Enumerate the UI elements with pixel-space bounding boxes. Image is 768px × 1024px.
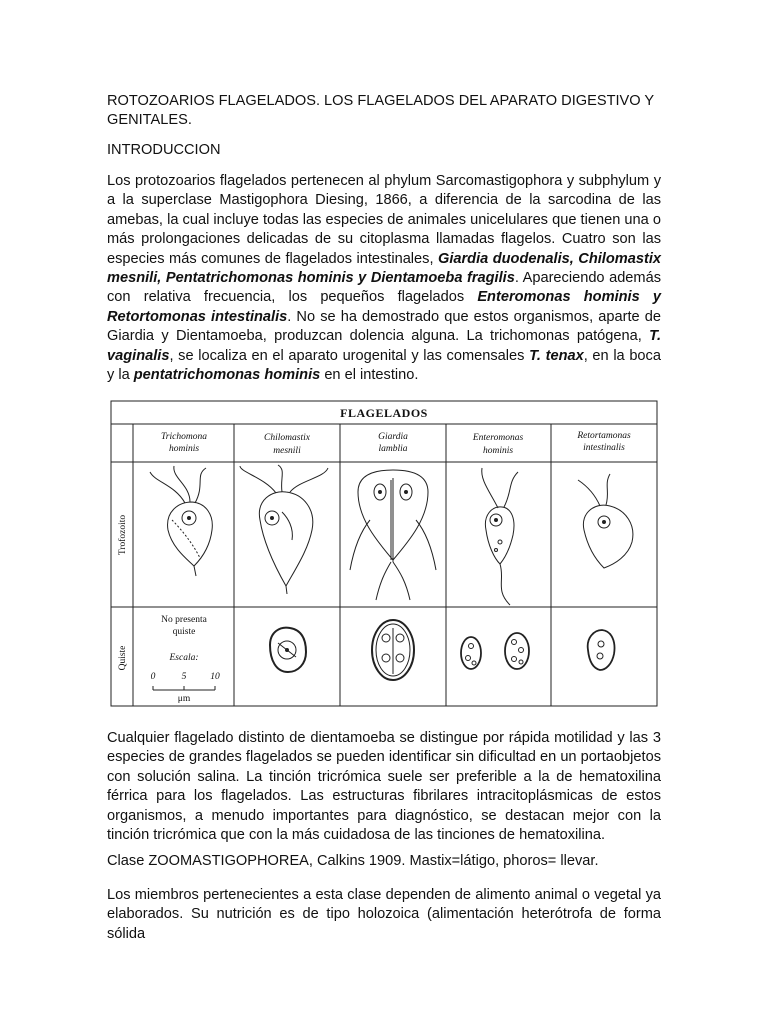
col-head-chilomastix-2: mesnili — [273, 446, 301, 456]
clase-zoomastigophorea-line: Clase ZOOMASTIGOPHOREA, Calkins 1909. Mastix=látigo, phoros= llevar. — [107, 853, 599, 869]
col-head-giardia-1: Giardia — [378, 432, 408, 442]
retortamonas-trophozoite-illustration — [578, 474, 633, 568]
enteromonas-cyst-2-illustration — [505, 633, 529, 669]
document-title: ROTOZOARIOS FLAGELADOS. LOS FLAGELADOS DEL APARATO DIGESTIVO Y GENITALES. — [107, 93, 654, 129]
t-tenax-bold: T. tenax — [529, 347, 584, 364]
scale-bar — [153, 686, 215, 690]
col-head-enteromonas-2: hominis — [482, 446, 514, 456]
scale-unit: μm — [177, 694, 191, 704]
paragraph-motilidad: Cualquier flagelado distinto de dientamoeba se distingue por rápida motilidad y las 3 especies de grandes flagelados se pueden identificar sin dificultad en un portaobjetos con solución salina. La tinción tricrómica suele ser preferible a la de hematoxilina férrica para los flagelados. Las estructuras fibrilares intracitoplásmicas de estos organismos, a menudo importantes para diagnóstico, se destacan mejor con la tinción tricrómica que con la más cuidadosa de las tinciones de hematoxilina. — [107, 730, 661, 844]
row-label-trofozoito: Trofozoito — [118, 514, 128, 556]
giardia-trophozoite-illustration — [350, 470, 436, 600]
small-flagellates-bold: Enteromonas hominis y Retortomonas intestinalis — [107, 289, 661, 325]
flagelados-figure — [110, 400, 658, 710]
col-head-trichomona-2: hominis — [168, 444, 200, 454]
giardia-cyst-illustration — [372, 620, 414, 680]
retortamonas-cyst-illustration — [588, 630, 615, 670]
col-head-trichomona-1: Trichomona — [161, 432, 207, 442]
col-head-enteromonas-1: Enteromonas — [472, 433, 524, 443]
scale-tick-0: 0 — [150, 672, 156, 682]
section-heading-introduccion: INTRODUCCION — [107, 142, 221, 158]
figure-title: FLAGELADOS — [340, 406, 428, 420]
flagelados-table-svg — [110, 400, 658, 710]
row-label-quiste: Quiste — [118, 645, 128, 671]
paragraph-nutricion: Los miembros pertenecientes a esta clase dependen de alimento animal o vegetal ya elaborados. Su nutrición es de tipo holozoica (alimentación heterótrofa de forma sólida — [107, 887, 661, 942]
chilomastix-cyst-illustration — [270, 628, 306, 672]
col-head-retortamonas-1: Retortamonas — [577, 431, 631, 441]
col-head-retortamonas-2: intestinalis — [583, 443, 625, 453]
col-head-giardia-2: lamblia — [378, 444, 408, 454]
intro-paragraph: Los protozoarios flagelados pertenecen al phylum Sarcomastigophora y subphylum y a la superclase Mastigophora Diesing, 1866, a diferencia de la sarcodina de las amebas, la cual incluye todas las especies de animales unicelulares que tienen una o más prolongaciones delicadas de su citoplasma llamadas flagelos. Cuatro son las especies más comunes de flagelados intestinales, Giardia duodenalis, Chilomastix mesnili, Pentatrichomonas hominis y Dientamoeba fragilis. Apareciendo además con relativa frecuencia, los pequeños flagelados Enteromonas hominis y Retortomonas intestinalis. No se ha demostrado que estos organismos, aparte de Giardia y Dientamoeba, produzcan dolencia alguna. La trichomonas patógena, T. vaginalis, se localiza en el aparato urogenital y las comensales T. tenax, en la boca y la pentatrichomonas hominis en el intestino. — [107, 173, 661, 384]
trichomona-trophozoite-illustration — [150, 466, 212, 576]
pentatrichomonas-bold: pentatrichomonas hominis — [133, 367, 321, 384]
t-vaginalis-bold: T. vaginalis — [107, 328, 661, 364]
no-quiste-line2: quiste — [172, 627, 196, 637]
no-quiste-line1: No presenta — [161, 615, 207, 625]
col-head-chilomastix-1: Chilomastix — [264, 433, 310, 443]
enteromonas-cyst-1-illustration — [461, 637, 481, 669]
scale-tick-5: 5 — [181, 672, 187, 682]
enteromonas-trophozoite-illustration — [482, 468, 518, 605]
scale-label: Escala: — [169, 653, 199, 663]
chilomastix-trophozoite-illustration — [240, 465, 328, 594]
species-list-bold: Giardia duodenalis, Chilomastix mesnili, Pentatrichomonas hominis y Dientamoeba fragilis — [107, 250, 661, 287]
scale-tick-10: 10 — [210, 672, 220, 682]
